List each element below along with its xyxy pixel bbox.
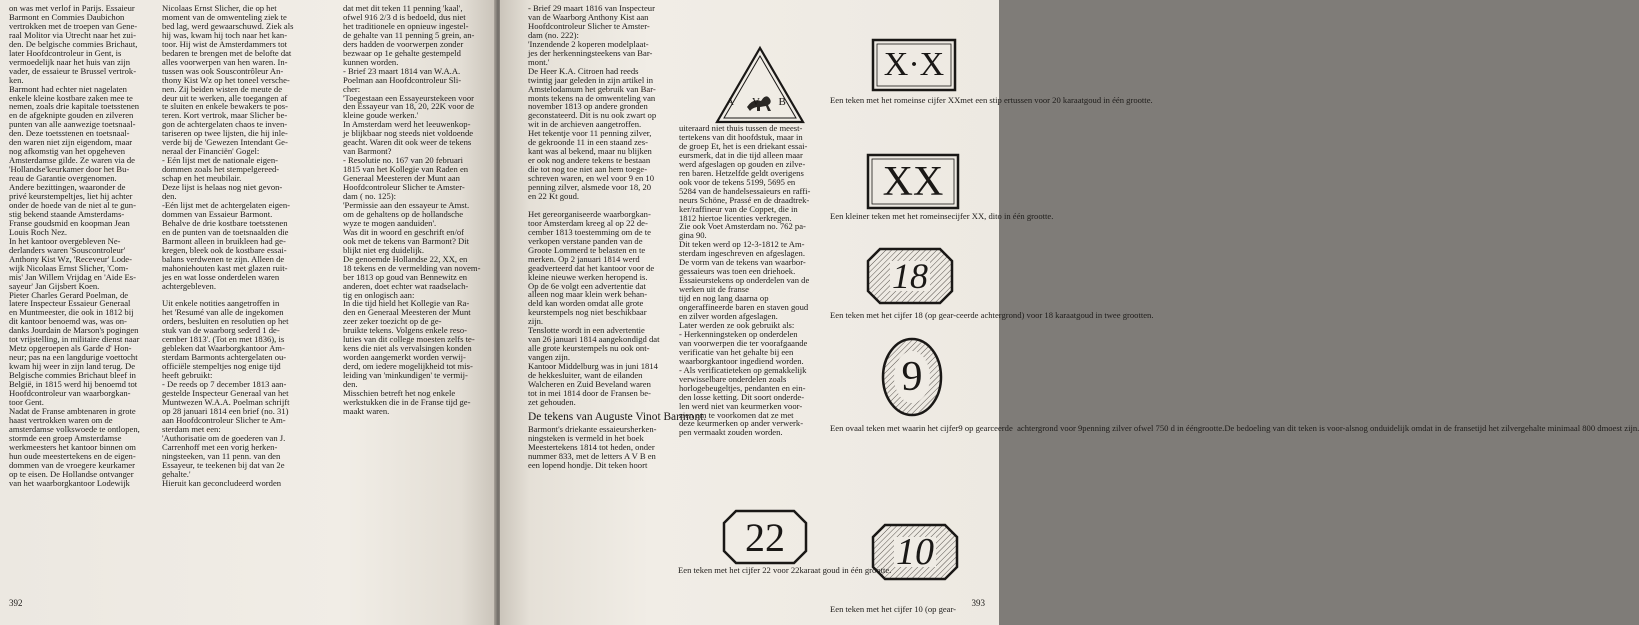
text-line: dommen van de vroegere keurkamer bbox=[9, 459, 135, 470]
text-line: alle grote keurstempels nu ook ont- bbox=[528, 343, 650, 354]
text-line: bezwaar op 1e gehalte gestempeld bbox=[343, 47, 461, 58]
text-line: kwam hij weer in zijn land terug. De bbox=[9, 361, 136, 372]
text-line: zet gehouden. bbox=[528, 396, 576, 407]
text-line: Deze lijst is helaas nog niet gevon- bbox=[162, 182, 283, 193]
text-line: Metz opgeroepen als Garde d' Hon- bbox=[9, 343, 132, 354]
text-line: cher: bbox=[343, 83, 361, 94]
text-line: wit in de archieven aangetroffen. bbox=[528, 119, 642, 130]
text-line: moment van de omwenteling ziek te bbox=[162, 11, 287, 22]
text-line: met een stip ertussen voor 20 karaat bbox=[960, 95, 1084, 105]
text-line: Hoofdcontroleur Slicher te Amster- bbox=[528, 20, 650, 31]
text-line: Belgische commies Brichaut bleef in bbox=[9, 370, 136, 381]
text-line: gon de achtergelaten chaos te inven- bbox=[162, 119, 288, 130]
text-line: eursmerk, dat in die tijd alleen maar bbox=[679, 149, 803, 160]
text-line: deze keurmerken op ander verwerk- bbox=[679, 418, 804, 429]
text-line: ningsteken is vermeld in het boek bbox=[528, 433, 644, 444]
text-line: karaat goud in één grootte. bbox=[799, 565, 892, 575]
text-line: Een teken met het romeinse cijfer XX bbox=[830, 95, 961, 105]
text-line: neur; pas na een langdurige voettocht bbox=[9, 352, 138, 363]
text-line: vertrokken met de troepen van Gene- bbox=[9, 20, 138, 31]
text-line: ook voor de tekens 5199, 5695 en bbox=[679, 176, 796, 187]
text-line: tig en onlogisch aan: bbox=[343, 289, 415, 300]
stamp-xx bbox=[866, 153, 960, 210]
text-line: te sluiten en enkele bewakers te pos- bbox=[162, 101, 288, 112]
text-line: teren. Kort vertrok, maar Slicher be- bbox=[162, 110, 288, 121]
text-line: mont.' bbox=[528, 56, 550, 67]
text-line: nemen, zoals drie kapitale toetsstenen bbox=[9, 101, 140, 112]
text-line: zien om te voorkomen dat ze met bbox=[679, 409, 794, 420]
text-line: danks Jourdain de Marson's pogingen bbox=[9, 325, 139, 336]
text-line: alleen nog maar klein werk behan- bbox=[528, 289, 648, 300]
text-line: Op de 6e volgt een advertentie dat bbox=[528, 280, 646, 291]
text-line: monts tekens na de omwenteling van bbox=[528, 92, 656, 103]
text-line: Generaal Meesteren der Munt aan bbox=[343, 173, 460, 184]
text-line: en de punten van de toetsnaalden die bbox=[162, 226, 289, 237]
text-line: Een teken met het cijfer 10 (op gear- bbox=[830, 604, 957, 614]
text-line: den. De belgische commies Brichaut, bbox=[9, 38, 138, 49]
text-line: en zilver worden afgeslagen. bbox=[679, 311, 778, 322]
text-line: ber 1813 op goud van Bennewitz en bbox=[343, 271, 468, 282]
text-line: tertekens van dit hoofdstuk, maar in bbox=[679, 131, 803, 142]
text-line: dommen zoals het stempelgereed- bbox=[162, 164, 280, 175]
text-line: 'Authorisatie om de goederen van J. bbox=[162, 432, 286, 443]
text-line: tot in mei 1814 door de Fransen be- bbox=[528, 387, 651, 398]
text-line: Het gereorganiseerde waarborgkan- bbox=[528, 208, 651, 219]
right-column-2 bbox=[679, 124, 810, 437]
text-line: Een kleiner teken met het romeinse bbox=[830, 211, 952, 221]
text-line: - Resolutie no. 167 van 20 februari bbox=[343, 155, 464, 166]
text-line: goud in één grootte. bbox=[1083, 95, 1153, 105]
text-line: punten van alle aanwezige toetsnaal- bbox=[9, 119, 136, 130]
text-line: je blijkbaar nog steeds niet voldoende bbox=[343, 128, 474, 139]
text-line: van de Waarborg Anthony Kist aan bbox=[528, 11, 649, 22]
text-line: haast vertrokken waren om de bbox=[9, 414, 113, 425]
text-line: Franse goudsmid en koopman Jean bbox=[9, 217, 130, 228]
text-line: amsterdamse volkswoede te ontlopen, bbox=[9, 423, 140, 434]
text-line: Behalve de drie kostbare toetsstenen bbox=[162, 217, 288, 228]
stamp-9-label: 9 bbox=[901, 354, 923, 400]
text-line: hun oude meestertekens en de eigen- bbox=[9, 450, 136, 461]
text-line: latere Inspecteur Essaieur Generaal bbox=[9, 298, 131, 309]
text-line: wijk Nicolaas Ernst Slicher, 'Com- bbox=[9, 262, 129, 273]
text-line: De bedoeling van dit teken is voor- bbox=[1224, 423, 1346, 433]
text-line: kens die niet als vervalsingen konden bbox=[343, 343, 472, 354]
text-line: om de gehaltens op de hollandsche bbox=[343, 208, 464, 219]
stamp-xx-dot bbox=[871, 38, 957, 92]
text-line: reau de Garantie overgenomen. bbox=[9, 173, 117, 184]
text-line: een lopend hondje. Dit teken hoort bbox=[528, 460, 648, 471]
text-line: werd afgeslagen op gouden en zilve- bbox=[679, 158, 806, 169]
text-line: - Als verificatieteken op gemakkelijk bbox=[679, 364, 807, 375]
text-line: tijd en nog lang daarna op bbox=[679, 293, 769, 304]
text-line: gehalte.' bbox=[162, 468, 191, 479]
text-line: pen vermaakt zouden worden. bbox=[679, 427, 783, 438]
text-line: enkele kleine kostbare zaken mee te bbox=[9, 92, 133, 103]
text-line: - Brief 29 maart 1816 van Inspecteur bbox=[528, 3, 655, 13]
text-line: goud in twee grootten. bbox=[1076, 310, 1154, 320]
text-line: Amstelodamum het gebruik van Bar- bbox=[528, 83, 656, 94]
text-line: de gekroonde 11 in een staand zes- bbox=[528, 137, 648, 148]
text-line: vermoedelijk naar het huis van zijn bbox=[9, 56, 130, 67]
text-line: werkmeesters het kantoor binnen om bbox=[9, 441, 136, 452]
text-line: bed lag, werd gewaarschuwd. Ziek als bbox=[162, 20, 294, 31]
text-line: alsnog onduidelijk omdat in de franse bbox=[1345, 423, 1475, 433]
caption-18 bbox=[830, 310, 1154, 320]
text-line: het traditionele en opnieuw ingestel- bbox=[343, 20, 469, 31]
text-line: sterdam Barmonts achtergelaten ou- bbox=[162, 352, 287, 363]
text-line: en Muntmeester, die ook in 1812 bij bbox=[9, 307, 134, 318]
text-line: Essaieurstekens op onderdelen van de bbox=[679, 275, 810, 286]
section-heading: De tekens van Auguste Vinot Barmont. bbox=[528, 410, 707, 423]
text-line: bruikte tekens. Volgens enkele reso- bbox=[343, 325, 468, 336]
text-line: - Eén lijst met de nationale eigen- bbox=[162, 155, 278, 166]
text-line: sayeur' Jan Gijsbert Koen. bbox=[9, 280, 100, 291]
text-line: dommen van Essaieur Barmont. bbox=[162, 208, 273, 219]
text-line: twintig jaar geleden in zijn artikel in bbox=[528, 74, 654, 85]
text-line: blijkt niet erg duidelijk. bbox=[343, 244, 424, 255]
text-line: Tenslotte wordt in een advertentie bbox=[528, 325, 645, 336]
text-line: aan Hoofdcontroleur Slicher te Am- bbox=[162, 414, 286, 425]
caption-22 bbox=[678, 565, 892, 575]
text-line: In Amsterdam werd het leeuwenkop- bbox=[343, 119, 471, 130]
text-line: tijd het zilvergehalte minimaal 800 d bbox=[1475, 423, 1602, 433]
text-line: - Herkenningsteken op onderdelen bbox=[679, 328, 798, 339]
text-line: len werd niet van keurmerken voor- bbox=[679, 400, 803, 411]
text-line: Nadat de Franse ambtenaren in grote bbox=[9, 405, 136, 416]
text-line: on was met verlof in Parijs. Essaieur bbox=[9, 3, 135, 13]
text-line: 'Inzendende 2 koperen modelplaat- bbox=[528, 38, 649, 49]
text-line: De genoemde Hollandse 22, XX, en bbox=[343, 253, 468, 264]
text-line: de hekkesluiter, want de eilanden bbox=[528, 370, 643, 381]
text-line: schap en het meubilair. bbox=[162, 173, 242, 184]
text-line: gestelde Inspecteur Generaal van het bbox=[162, 387, 289, 398]
text-line: geacht. Waren dit ook weer de tekens bbox=[343, 137, 472, 148]
text-line: waarborgkantoor ingediend worden. bbox=[679, 355, 804, 366]
text-line: officiële stempeltjes nog enige tijd bbox=[162, 361, 281, 372]
caption-9 bbox=[830, 423, 1639, 433]
text-line: luties van dit college moesten zelfs te- bbox=[343, 334, 475, 345]
text-line: Een teken met het cijfer 18 (op gear- bbox=[830, 310, 957, 320]
text-line: vader, de essaieur te Brussel vertrok- bbox=[9, 65, 137, 76]
text-line: thony Kist Wz op het toneel versche- bbox=[162, 74, 290, 85]
text-line: kleine goude werken.' bbox=[343, 110, 419, 121]
text-line: -Eén lijst met de achtergelaten eigen- bbox=[162, 199, 290, 210]
text-line: Carrenhoff met een vorig herken- bbox=[162, 441, 278, 452]
text-line: Walcheren en Zuid Beveland waren bbox=[528, 379, 651, 390]
stamp-22-label: 22 bbox=[745, 514, 785, 560]
text-line: van het waarborgkantoor Lodewijk bbox=[9, 477, 130, 488]
text-line: De Heer K.A. Citroen had reeds bbox=[528, 65, 639, 76]
text-line: De vorm van de tekens van waarbor- bbox=[679, 257, 806, 268]
text-line: geconstateerd. Dit is nu ook zwart op bbox=[528, 110, 657, 121]
text-line: ceerde achtergrond) voor 18 karaat bbox=[956, 310, 1077, 320]
text-line: en de afgeknipte gouden en zilveren bbox=[9, 110, 134, 121]
text-line: toor Gent. bbox=[9, 396, 44, 407]
text-line: ker/raffineur van de Coppet, die in bbox=[679, 203, 798, 214]
text-line: nummer 833, met de letters A V B en bbox=[528, 451, 656, 462]
left-page bbox=[0, 0, 496, 625]
text-line: hij was, kwam hij toch naar het kan- bbox=[162, 29, 288, 40]
left-column-3 bbox=[343, 4, 480, 416]
text-line: ongeraffineerde baren en staven goud bbox=[679, 302, 809, 313]
text-line: gebleken dat Waarborgkantoor Am- bbox=[162, 343, 285, 354]
text-line: grootte. bbox=[1197, 423, 1225, 433]
text-line: verificatie van het gehalte bij een bbox=[679, 346, 794, 357]
text-line: zeer zeker toezicht op de ge- bbox=[343, 316, 442, 327]
text-line: ders hadden de voorwerpen zonder bbox=[343, 38, 464, 49]
text-line: jes der herkenningsteekens van Bar- bbox=[528, 47, 653, 58]
text-line: Barmont en Commies Daubichon bbox=[9, 11, 125, 22]
text-line: den en Generaal Meesteren der Munt bbox=[343, 307, 471, 318]
text-line: Meestertekens 1814 tot heden, onder bbox=[528, 442, 655, 453]
text-line: den. Deze toetsstenen en toetsnaal- bbox=[9, 128, 130, 139]
text-line: tariseren op twee lijsten, die hij inle- bbox=[162, 128, 288, 139]
stamp-10-label: 10 bbox=[896, 531, 934, 573]
text-line: derlanders waren 'Souscontroleur' bbox=[9, 244, 126, 255]
text-line: uiteraard niet thuis tussen de meest- bbox=[679, 123, 803, 133]
text-line: november 1813 op andere gronden bbox=[528, 101, 648, 112]
text-line: Pieter Charles Gerard Poelman, de bbox=[9, 289, 129, 300]
text-line: mahoniehouten kast met glazen ruit- bbox=[162, 262, 288, 273]
text-line: Misschien betreft het nog enkele bbox=[343, 387, 456, 398]
text-line: raal Molitor via Utrecht naar het zui- bbox=[9, 29, 136, 40]
stamp-18-label: 18 bbox=[892, 256, 928, 296]
text-line: Amsterdamse gilde. Ze waren via de bbox=[9, 155, 135, 166]
text-line: verwisselbare onderdelen zoals bbox=[679, 373, 787, 384]
text-line: bedaren te brengen met de belofte dat bbox=[162, 47, 292, 58]
text-line: den Essayeur van 18, 20, 22K voor de bbox=[343, 101, 475, 112]
text-line: neraal der Financiën' Gogel: bbox=[162, 146, 260, 157]
text-line: tot vrijstelling, in militaire dienst naar bbox=[9, 334, 140, 345]
text-line: privé keurstempeltjes, liet hij achter bbox=[9, 191, 133, 202]
text-line: penning zilver, alsmede voor 18, 20 bbox=[528, 182, 652, 193]
text-line: Andere bezittingen, waaronder de bbox=[9, 182, 126, 193]
text-line: 1815 van het Kollegie van Raden en bbox=[343, 164, 469, 175]
stamp-18 bbox=[866, 247, 954, 305]
text-line: 1812 hiertoe licenties verkregen. bbox=[679, 212, 792, 223]
text-line: Barmont had echter niet nagelaten bbox=[9, 83, 127, 94]
text-line: balans verdwenen te zijn. Alleen de bbox=[162, 253, 285, 264]
text-line: van voorwerpen die ter voorafgaande bbox=[679, 337, 808, 348]
text-line: verde bij de 'Gewezen Intendant Ge- bbox=[162, 137, 288, 148]
text-line: ningsteeken, van 11 penn. van den bbox=[162, 450, 281, 461]
text-line: van Barmont? bbox=[343, 146, 392, 157]
text-line: toor. Hij wist de Amsterdammers tot bbox=[162, 38, 288, 49]
caption-10 bbox=[830, 605, 1000, 614]
text-line: verkopen verstane panden van de bbox=[528, 235, 643, 246]
text-line: Poelman aan Hoofdcontroleur Sli- bbox=[343, 74, 462, 85]
text-line: cember 1813 toestemming om de te bbox=[528, 226, 651, 237]
text-line: derd, om iedere mogelijkheid tot mis- bbox=[343, 361, 473, 372]
left-column-1 bbox=[9, 4, 140, 487]
text-line: ren baren. Hetzelfde geldt overigens bbox=[679, 167, 804, 178]
text-line: werken uit de franse bbox=[679, 284, 749, 295]
text-line: den. bbox=[162, 191, 177, 202]
text-line: kant was al bekend, maar nu blijken bbox=[528, 146, 652, 157]
text-line: Uit enkele notities aangetroffen in bbox=[162, 298, 280, 309]
text-line: tussen was ook Souscontrôleur An- bbox=[162, 65, 284, 76]
text-line: dit kantoor benoemd was, was on- bbox=[9, 316, 127, 327]
text-line: Was dit in woord en geschrift en/of bbox=[343, 226, 465, 237]
text-line: Muntwezen W.A.A. Poelman schrijft bbox=[162, 396, 290, 407]
text-line: werkstukken die in de Franse tijd ge- bbox=[343, 396, 471, 407]
text-line: - De reeds op 7 december 1813 aan- bbox=[162, 379, 287, 390]
text-line: Barmont alleen in bruikleen had ge- bbox=[162, 235, 286, 246]
text-line: den. bbox=[343, 379, 358, 390]
text-line: jes en wat losse onderdelen waren bbox=[162, 271, 280, 282]
text-line: vangen zijn. bbox=[528, 352, 570, 363]
text-line: heeft gebruikt: bbox=[162, 370, 213, 381]
text-line: maakt waren. bbox=[343, 405, 390, 416]
text-line: alles voorwerpen van hen waren. In- bbox=[162, 56, 288, 67]
text-line: op 28 januari 1814 een brief (no. 31) bbox=[162, 405, 289, 416]
text-line: gina 90. bbox=[679, 230, 707, 241]
text-line: penning zilver ofwel 750 d in één bbox=[1082, 423, 1198, 433]
text-line: toor Amsterdam kreeg al op 22 de- bbox=[528, 217, 648, 228]
text-line: de gehalte van 11 penning 5 grein, an- bbox=[343, 29, 475, 40]
text-line: van 26 januari 1814 aangekondigd dat bbox=[528, 334, 660, 345]
text-line: Zie ook Voet Amsterdam no. 762 pa- bbox=[679, 221, 806, 232]
text-line: Hoofdcontroleur van waarborgkan- bbox=[9, 387, 131, 398]
text-line: zijn. bbox=[528, 316, 544, 327]
text-line: den losse ketting. Dit soort onderde- bbox=[679, 391, 805, 402]
text-line: België, in 1815 werd hij benoemd tot bbox=[9, 379, 138, 390]
stamp-22 bbox=[722, 509, 808, 565]
text-line: Dit teken werd op 12-3-1812 te Am- bbox=[679, 239, 805, 250]
text-line: den waren niet zijn eigendom, maar bbox=[9, 137, 133, 148]
text-line: Een teken met het cijfer 22 voor 22 bbox=[678, 565, 800, 575]
text-line: sterdam met een: bbox=[162, 423, 221, 434]
text-line: merken. Op 2 januari 1814 werd bbox=[528, 253, 640, 264]
text-line: 'Permissie aan den essayeur te Amst. bbox=[343, 199, 470, 210]
text-line: stig bekend staande Amsterdams- bbox=[9, 208, 125, 219]
text-line: cember 1813'. (Tot en met 1836), is bbox=[162, 334, 285, 345]
text-line: en 22 Kt goud. bbox=[528, 191, 580, 202]
text-line: worden aangemerkt worden verwij- bbox=[343, 352, 466, 363]
text-line: In het kantoor overgebleven Ne- bbox=[9, 235, 121, 246]
text-line: deur uit te werken, alle toegangen af bbox=[162, 92, 288, 103]
text-line: dam ( no. 125): bbox=[343, 191, 396, 202]
text-line: leiding van 'minkundigen' te vermij- bbox=[343, 370, 468, 381]
text-line: op te eisen. De Hollandse ontvanger bbox=[9, 468, 134, 479]
caption-xx-dot bbox=[830, 95, 1153, 105]
text-line: later Hoofdcontroleur in Gent, is bbox=[9, 47, 122, 58]
text-line: dat met dit teken 11 penning 'kaal', bbox=[343, 3, 463, 13]
text-line: - Brief 23 maart 1814 van W.A.A. bbox=[343, 65, 461, 76]
text-line: kleine nieuwe werken heropend is. bbox=[528, 271, 648, 282]
text-line: 9 op gearceerde achtergrond voor 9 bbox=[958, 423, 1083, 433]
text-line: die tot nog toe niet aan hem toege- bbox=[528, 164, 648, 175]
text-line: deld kan worden omdat alle grote bbox=[528, 298, 644, 309]
text-line: schreven waren, en wel voor 9 en 10 bbox=[528, 173, 654, 184]
text-line: nog afkomstig van het opgeheven bbox=[9, 146, 125, 157]
text-line: Hieruit kan geconcludeerd worden bbox=[162, 477, 282, 488]
text-line: de groep Et, het is een driekant essai- bbox=[679, 140, 808, 151]
text-line: wyze te mogen aanduiden'. bbox=[343, 217, 437, 228]
stamp-9 bbox=[881, 337, 943, 417]
text-line: Louis Roch Nez. bbox=[9, 226, 67, 237]
text-line: Barmont's driekante essaieursherken- bbox=[528, 424, 657, 435]
text-line: Een ovaal teken met waarin het cijfer bbox=[830, 423, 959, 433]
text-line: mis' Jan Willem Vrijdag en 'Aide Es- bbox=[9, 271, 136, 282]
text-line: geadverteerd dat het kantoor voor de bbox=[528, 262, 655, 273]
left-column-2 bbox=[162, 4, 293, 487]
stamp-xx-dot-label: X·X bbox=[883, 46, 945, 83]
text-line: horlogebeugeltjes, pendanten en ein- bbox=[679, 382, 806, 393]
text-line: kregen, bleek ook de kostbare essai- bbox=[162, 244, 287, 255]
text-line: 'Toegestaan een Essayeurstekeen voor bbox=[343, 92, 474, 103]
text-line: 'Hollandse'keurkamer door het Bu- bbox=[9, 164, 130, 175]
text-line: ken. bbox=[9, 74, 24, 85]
text-line: Groote Lommerd te belasten en te bbox=[528, 244, 646, 255]
text-line: neurs Schöne, Prassé en de draadtrek- bbox=[679, 194, 810, 205]
caption-xx bbox=[830, 211, 1054, 221]
text-line: achtergebleven. bbox=[162, 280, 217, 291]
text-line: kunnen worden. bbox=[343, 56, 399, 67]
text-line: ook met de tekens van Barmont? Dit bbox=[343, 235, 470, 246]
text-line: 5284 van de handelsessaieurs en raffi- bbox=[679, 185, 811, 196]
text-line: het 'Resumé van alle de ingekomen bbox=[162, 307, 284, 318]
page-number-right: 393 bbox=[971, 598, 985, 608]
text-line: orders, besluiten en resolutien op het bbox=[162, 316, 289, 327]
text-line: stormde een groep Amsterdamse bbox=[9, 432, 122, 443]
text-line: dam (no. 222): bbox=[528, 29, 579, 40]
text-line: 18 tekens en de vermelding van novem- bbox=[343, 262, 481, 273]
text-line: moest zijn. bbox=[1601, 423, 1639, 433]
text-line: anderen, doet echter wat raadselach- bbox=[343, 280, 469, 291]
stamp-xx-label: XX bbox=[882, 158, 944, 205]
text-line: stuk van de waarborg sederd 1 de- bbox=[162, 325, 280, 336]
text-line: Kantoor Middelburg was in juni 1814 bbox=[528, 361, 658, 372]
text-line: gessaieurs was toen een driehoek. bbox=[679, 266, 796, 277]
text-line: sterdam ingeschreven en afgeslagen. bbox=[679, 248, 805, 259]
text-line: keurstempels nog niet beschikbaar bbox=[528, 307, 647, 318]
text-line: In die tijd hield het Kollegie van Ra- bbox=[343, 298, 470, 309]
text-line: Later werden ze ook gebruikt als: bbox=[679, 319, 795, 330]
text-line: ofwel 916 2/3 d is bedoeld, dus niet bbox=[343, 11, 466, 22]
text-line: onder de hoede van de niet al te gun- bbox=[9, 199, 136, 210]
text-line: Nicolaas Ernst Slicher, die op het bbox=[162, 3, 277, 13]
text-line: Hoofdcontroleur Slicher te Amster- bbox=[343, 182, 465, 193]
text-line: Anthony Kist Wz, 'Receveur' Lode- bbox=[9, 253, 132, 264]
text-line: Het tekentje voor 11 penning zilver, bbox=[528, 128, 652, 139]
triangle-mark-avb bbox=[714, 45, 806, 125]
text-line: er ook nog andere tekens te bestaan bbox=[528, 155, 651, 166]
page-number-left: 392 bbox=[9, 598, 23, 608]
triangle-mark-letters: A V B bbox=[726, 96, 794, 108]
text-line: cijfer XX, dito in één grootte. bbox=[951, 211, 1054, 221]
text-line: nen. Zij beiden wisten de meute de bbox=[162, 83, 283, 94]
text-line: Essayeur, te teekenen bij dat van 2e bbox=[162, 459, 285, 470]
